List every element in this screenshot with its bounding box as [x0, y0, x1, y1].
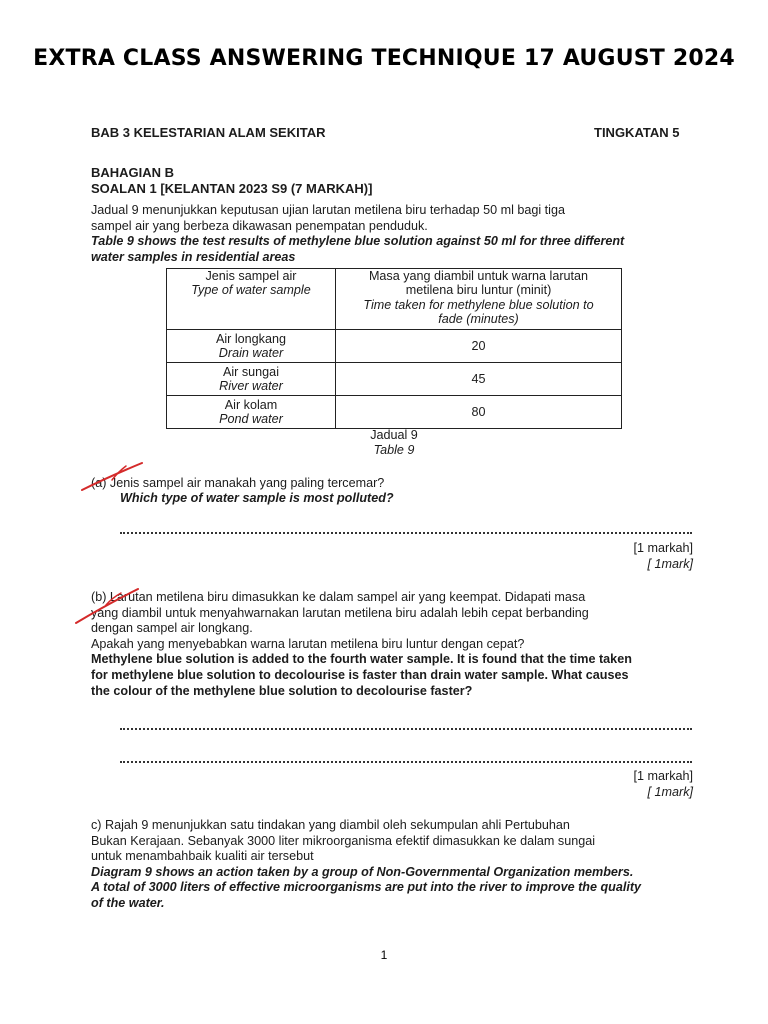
header-sample-english: Type of water sample	[191, 283, 311, 298]
form-label: TINGKATAN 5	[594, 125, 680, 140]
section-label: BAHAGIAN B	[91, 165, 175, 180]
header-time-malay: Masa yang diambil untuk warna larutan	[368, 269, 589, 283]
header-sample-malay: Jenis sampel air	[205, 269, 297, 283]
intro-malay-line: sampel air yang berbeza dikawasan penempatan penduduk.	[91, 218, 428, 233]
header-time-malay: metilena biru luntur (minit)	[405, 283, 552, 298]
intro-english-line: Table 9 shows the test results of methylene blue solution against 50 ml for three different	[91, 234, 625, 249]
intro-malay-line: Jadual 9 menunjukkan keputusan ujian larutan metilena biru terhadap 50 ml bagi tiga	[91, 203, 565, 217]
question-a-malay: (a) Jenis sampel air manakah yang paling tercemar?	[91, 476, 385, 490]
question-title: SOALAN 1 [KELANTAN 2023 S9 (7 MARKAH)]	[91, 181, 373, 196]
question-c-english-line: Diagram 9 shows an action taken by a group of Non-Governmental Organization members.	[91, 864, 634, 879]
question-c-malay-line: Bukan Kerajaan. Sebanyak 3000 liter mikroorganisma efektif dimasukkan ke dalam sungai	[91, 833, 596, 848]
question-b-line: Methylene blue solution is added to the fourth water sample. It is found that the time taken	[91, 652, 632, 667]
question-b-marks: [1 markah]	[633, 769, 693, 783]
question-c-malay-line: untuk menambahbaik kualiti air tersebut	[91, 849, 314, 864]
document-title: EXTRA CLASS ANSWERING TECHNIQUE 17 AUGUST 2024	[33, 46, 735, 71]
question-b-line: yang diambil untuk menyahwarnakan larutan metilena biru adalah lebih cepat berbanding	[91, 605, 589, 620]
time-value: 20	[336, 330, 622, 363]
table-caption-english: Table 9	[373, 443, 415, 457]
question-c-malay-line: c) Rajah 9 menunjukkan satu tindakan yang diambil oleh sekumpulan ahli Pertubuhan	[91, 818, 570, 832]
question-b-line: dengan sampel air longkang.	[91, 621, 253, 636]
question-b-line: Apakah yang menyebabkan warna larutan metilena biru luntur dengan cepat?	[91, 636, 525, 651]
question-b-line: for methylene blue solution to decolourise is faster than drain water sample. What causes	[91, 667, 629, 682]
sample-english: River water	[219, 379, 283, 393]
question-c-english-line: of the water.	[91, 895, 165, 910]
header-time-english: Time taken for methylene blue solution to	[363, 297, 594, 312]
sample-english: Pond water	[219, 412, 283, 426]
red-check-mark-a	[82, 463, 142, 490]
chapter-heading: BAB 3 KELESTARIAN ALAM SEKITAR	[91, 125, 326, 140]
time-value: 45	[336, 363, 622, 396]
question-b-line: the colour of the methylene blue solution to decolourise faster?	[91, 683, 473, 698]
header-time-english: fade (minutes)	[438, 312, 519, 327]
sample-english: Drain water	[218, 346, 284, 360]
time-value: 80	[336, 396, 622, 429]
question-a-english: Which type of water sample is most polluted?	[120, 491, 394, 505]
sample-malay: Air sungai	[222, 364, 279, 379]
red-check-mark-a-tail	[112, 466, 126, 480]
sample-malay: Air longkang	[215, 331, 286, 346]
page-number: 1	[380, 948, 388, 962]
question-b-line: (b) Larutan metilena biru dimasukkan ke dalam sampel air yang keempat. Didapati masa	[91, 590, 586, 604]
question-a-marks: [1 markah]	[633, 541, 693, 555]
question-c-english-line: A total of 3000 liters of effective microorganisms are put into the river to improve the quality	[91, 880, 642, 895]
question-a-marks-english: [ 1mark]	[647, 557, 693, 571]
question-b-marks-english: [ 1mark]	[647, 785, 693, 799]
sample-malay: Air kolam	[224, 397, 278, 412]
table-caption-malay: Jadual 9	[370, 428, 418, 442]
intro-english-line: water samples in residential areas	[91, 249, 296, 264]
red-check-mark-b	[76, 589, 138, 623]
